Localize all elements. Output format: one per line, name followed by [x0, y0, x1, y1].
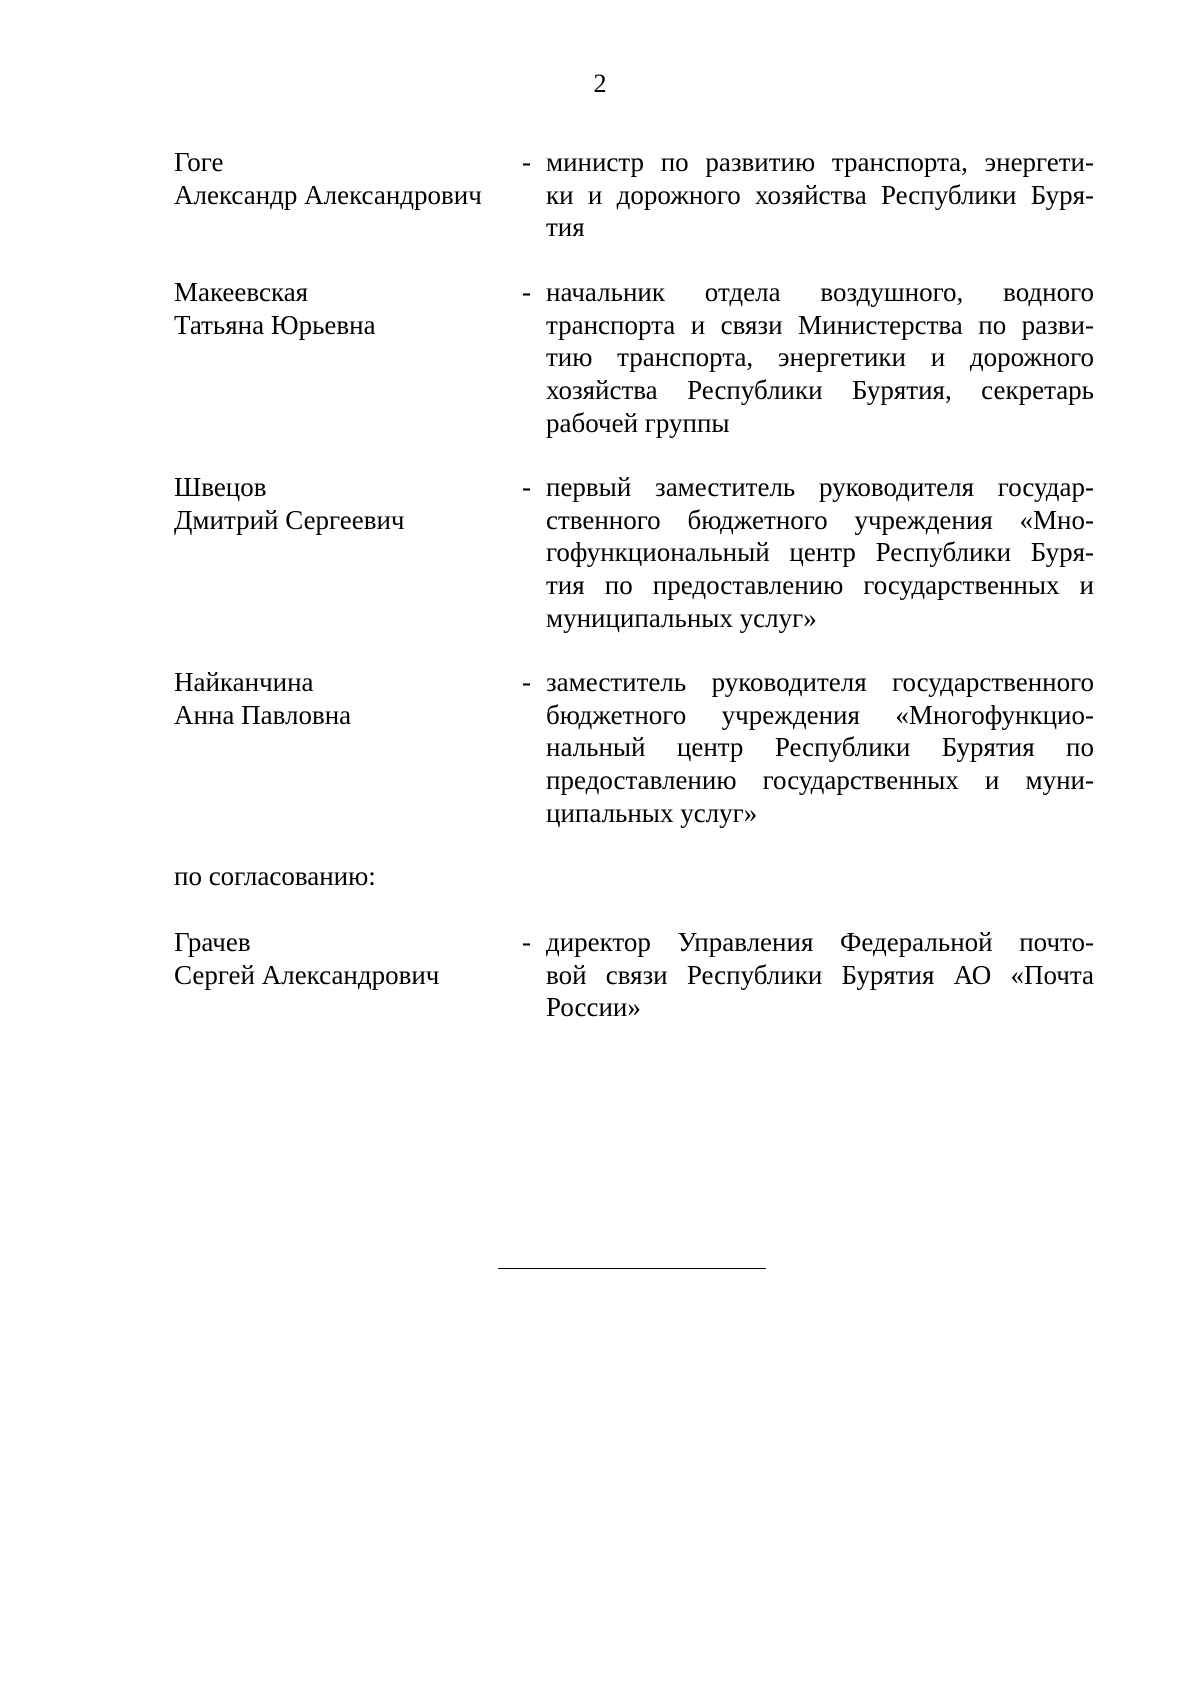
member-name: [174, 146, 514, 211]
member-given-names: Дмитрий Сергеевич: [174, 504, 405, 535]
member-role: [546, 666, 1094, 830]
separator-dash: -: [522, 147, 531, 177]
member-surname: Макеевская: [174, 277, 309, 307]
page-number: 2: [593, 69, 607, 98]
role-line: муниципальных услуг»: [546, 602, 817, 633]
role-line: заместитель руководителя государственного: [546, 667, 1094, 697]
agreement-section-label: по согласованию:: [174, 861, 376, 891]
member-given-names: Анна Павловна: [174, 699, 352, 730]
role-line: транспорта и связи Министерства по разви-: [546, 309, 1094, 340]
member-name: [174, 276, 514, 341]
role-line: рабочей группы: [546, 407, 730, 438]
role-line: директор Управления Федеральной почто-: [546, 927, 1094, 957]
member-name: [174, 471, 514, 536]
role-line: хозяйства Республики Бурятия, секретарь: [546, 375, 1094, 406]
role-line: тия: [546, 212, 585, 243]
member-surname: Швецов: [174, 472, 267, 502]
role-line: ципальных услуг»: [546, 797, 758, 828]
separator-dash: -: [522, 927, 531, 957]
member-given-names: Сергей Александрович: [174, 959, 440, 990]
role-line: предоставлению государственных и муни-: [546, 765, 1094, 796]
member-surname: Гоге: [174, 147, 224, 177]
role-line: тия по предоставлению государственных и: [546, 570, 1094, 601]
role-line: вой связи Республики Бурятия АО «Почта: [546, 959, 1094, 990]
role-line: гофункциональный центр Республики Буря-: [546, 537, 1094, 568]
member-role: [546, 926, 1094, 1024]
member-role: [546, 276, 1094, 440]
member-surname: Найканчина: [174, 667, 314, 697]
separator-dash: -: [522, 472, 531, 502]
role-line: ки и дорожного хозяйства Республики Буря-: [546, 179, 1094, 210]
member-name: [174, 926, 514, 991]
member-surname: Грачев: [174, 927, 251, 957]
role-line: ственного бюджетного учреждения «Мно-: [546, 504, 1094, 535]
separator-dash: -: [522, 667, 531, 697]
separator-dash: -: [522, 277, 531, 307]
closing-rule: [498, 1268, 766, 1269]
member-given-names: Татьяна Юрьевна: [174, 309, 376, 340]
role-line: России»: [546, 992, 641, 1023]
member-given-names: Александр Александрович: [174, 179, 482, 210]
role-line: бюджетного учреждения «Многофункцио-: [546, 699, 1094, 730]
role-line: начальник отдела воздушного, водного: [546, 277, 1094, 307]
role-line: тию транспорта, энергетики и дорожного: [546, 342, 1094, 373]
role-line: министр по развитию транспорта, энергети-: [546, 147, 1094, 177]
role-line: первый заместитель руководителя государ-: [546, 472, 1094, 502]
member-name: [174, 666, 514, 731]
member-role: [546, 146, 1094, 244]
member-role: [546, 471, 1094, 635]
role-line: нальный центр Республики Бурятия по: [546, 732, 1094, 763]
